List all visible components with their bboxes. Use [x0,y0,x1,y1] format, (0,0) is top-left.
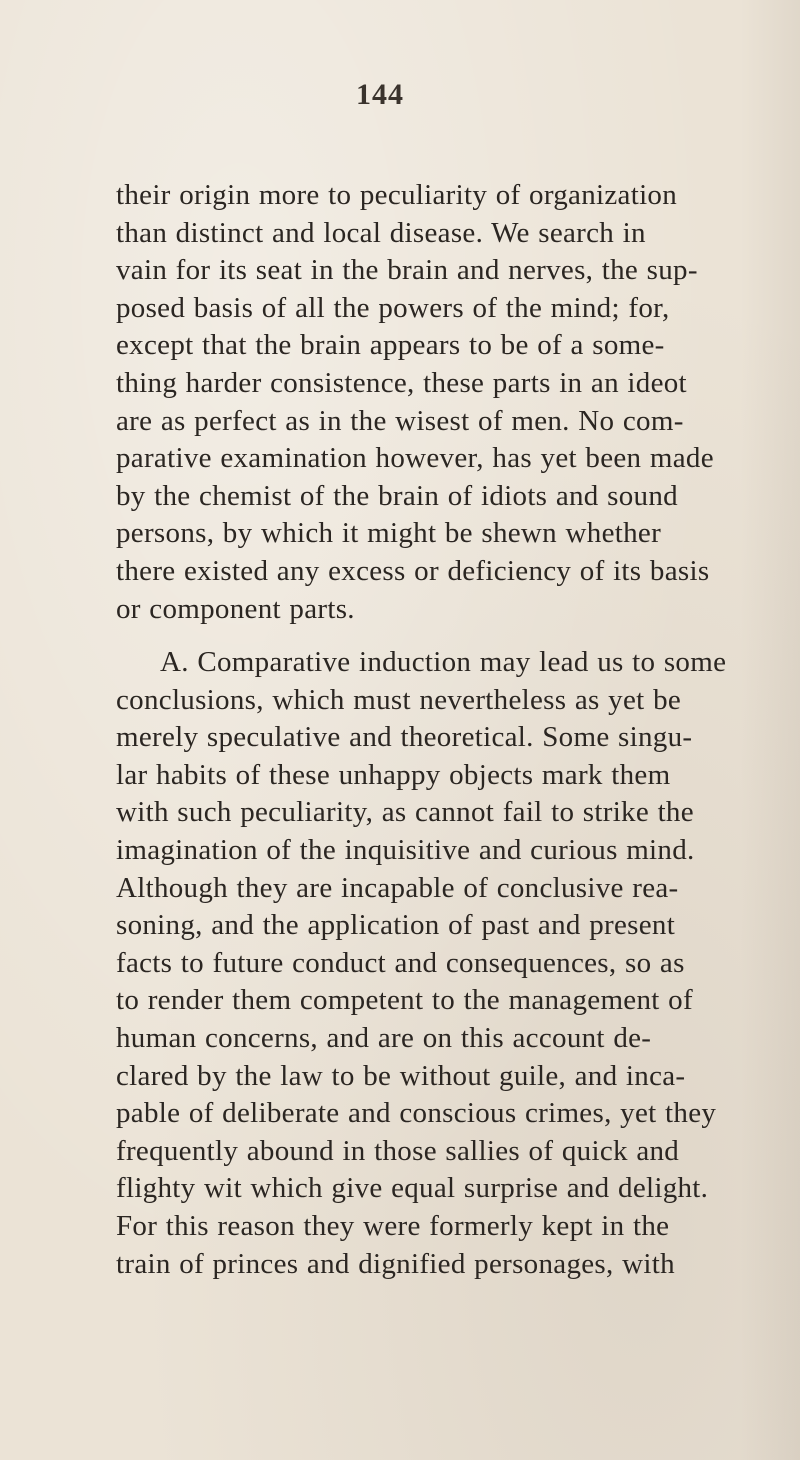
paragraph-1 [116,177,794,628]
text-line: vain for its seat in the brain and nerves, the sup- [116,254,698,287]
text-line: to render them competent to the management of [116,984,693,1017]
text-line: merely speculative and theoretical. Some singu- [116,721,693,754]
text-line: are as perfect as in the wisest of men. No com- [116,404,684,437]
text-line: parative examination however, has yet been made [116,442,714,475]
text-line: Although they are incapable of conclusive rea- [116,871,679,904]
text-line: facts to future conduct and consequences, so as [116,946,685,979]
text-line: pable of deliberate and conscious crimes, yet they [116,1097,717,1130]
text-line: than distinct and local disease. We search in [116,216,646,249]
text-line: For this reason they were formerly kept in the [116,1209,670,1242]
text-line: clared by the law to be without guile, and inca- [116,1059,686,1092]
text-line: with such peculiarity, as cannot fail to strike the [116,796,694,829]
text-line: flighty wit which give equal surprise and delight. [116,1172,709,1205]
paragraph-2 [116,644,794,1283]
page-number: 144 [356,78,404,111]
text-line: conclusions, which must nevertheless as yet be [116,683,682,716]
text-line: there existed any excess or deficiency of its basis [116,554,710,587]
text-line: their origin more to peculiarity of organization [116,179,678,211]
text-line: soning, and the application of past and present [116,909,676,942]
text-line: posed basis of all the powers of the mind; for, [116,291,670,324]
text-line: except that the brain appears to be of a some- [116,329,665,362]
text-line: train of princes and dignified personages, with [116,1247,675,1280]
text-line: or component parts. [116,592,355,625]
text-line: thing harder consistence, these parts in an ideot [116,366,687,399]
text-line: persons, by which it might be shewn whether [116,517,662,550]
text-line: imagination of the inquisitive and curious mind. [116,833,695,866]
text-line: frequently abound in those sallies of quick and [116,1134,680,1167]
text-line: lar habits of these unhappy objects mark them [116,758,671,791]
text-line: human concerns, and are on this account de- [116,1021,652,1054]
text-line: by the chemist of the brain of idiots and sound [116,479,678,512]
text-line: A. Comparative induction may lead us to some [160,646,727,678]
